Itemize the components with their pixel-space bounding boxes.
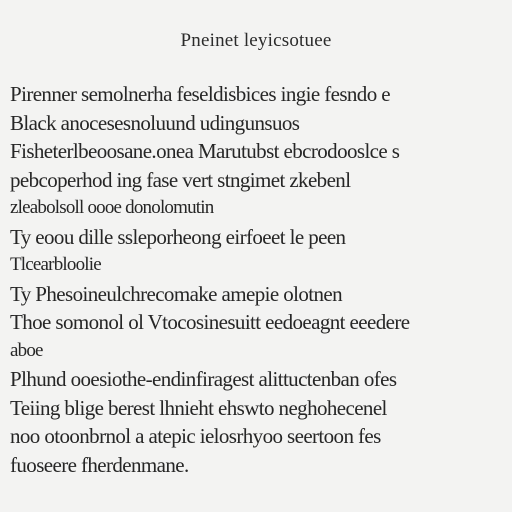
text-line: fuoseere fherdenmane. [10,452,189,477]
document-title: Pneinet leyicsotuee [180,30,332,51]
document-body [10,80,480,479]
text-line: Tlcearbloolie [10,254,101,275]
text-line: Plhund ooesiothe-endinfiragest alittuctenban ofes [10,367,397,391]
text-line: Thoe somonol ol Vtocosinesuitt eedoeagnt eeedere [10,310,410,334]
text-line: zleabolsoll oooe donolomutin [10,197,214,218]
paragraph [10,223,480,280]
text-line: Fisheterlbeoosane.onea Marutubst ebcrodooslce s [10,139,400,163]
paragraph [10,280,480,366]
text-line: Black anocesesnoluund udingunsuos [10,110,300,135]
paragraph [10,80,480,223]
text-line: Ty eoou dille ssleporheong eirfoeet le peen [10,224,346,249]
text-line: Ty Phesoineulchrecomake amepie olotnen [10,281,343,306]
text-line: aboe [10,339,43,361]
text-line: Teiing blige berest lhnieht ehswto neghohecenel [10,395,387,420]
paragraph [10,365,480,479]
text-line: Pirenner semolnerha feseldisbices ingie fesndo e [10,82,390,106]
text-line: pebcoperhod ing fase vert stngimet zkebenl [10,167,351,192]
text-line: noo otoonbrnol a atepic ielosrhyoo seertoon fes [10,424,381,448]
